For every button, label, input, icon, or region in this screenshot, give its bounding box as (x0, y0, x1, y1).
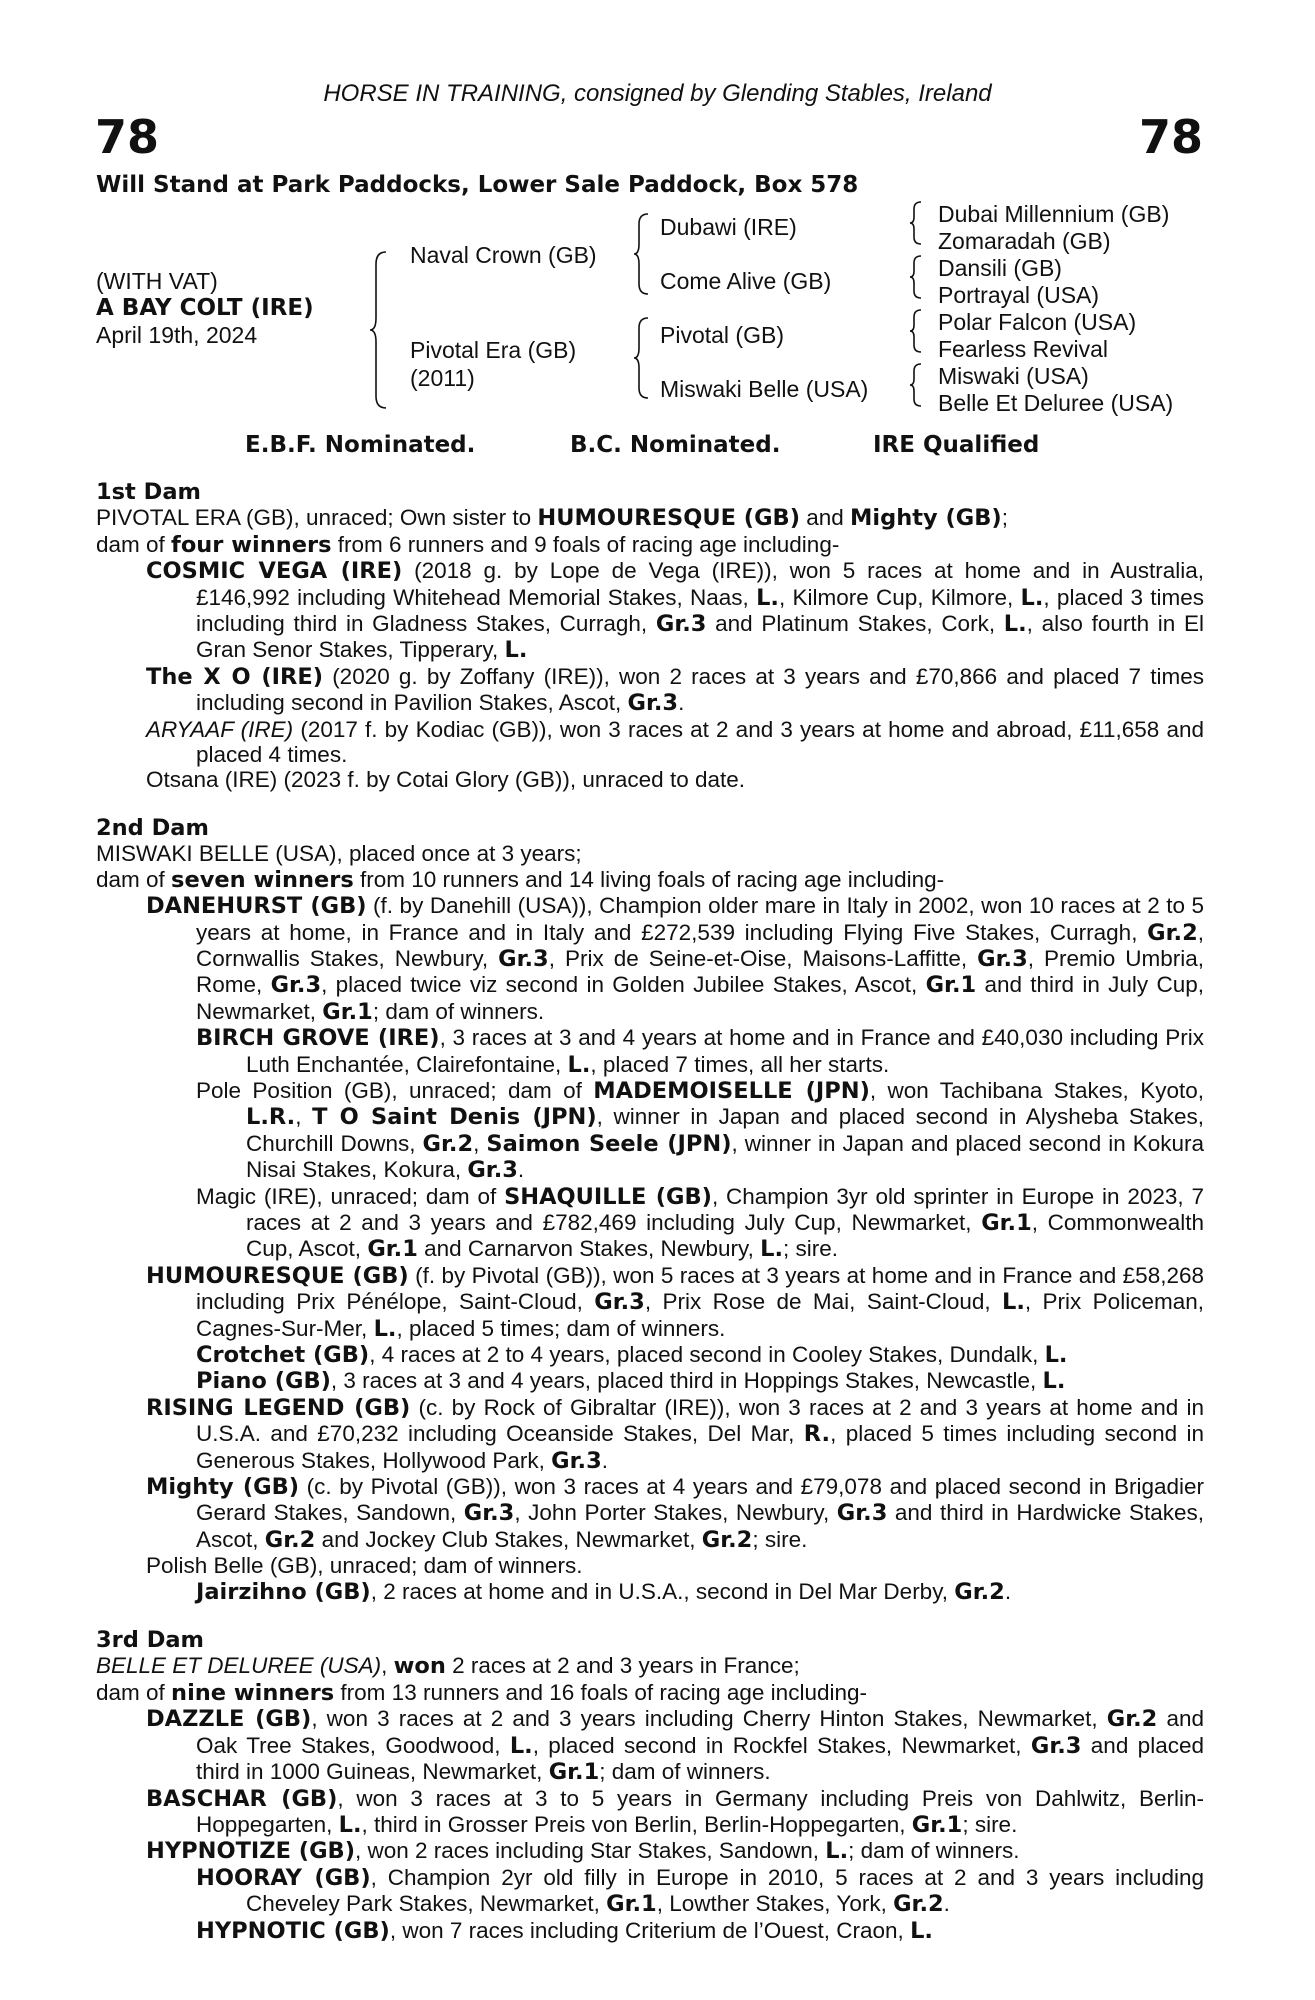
text-run: , winner in Japan and placed second in Kokura Nisai Stakes, Kokura, (246, 1130, 1204, 1183)
text-run: ; dam of winners. (372, 998, 545, 1024)
text-run: , Lowther Stakes, York, (656, 1891, 894, 1917)
sire-dam: Come Alive (GB) (660, 268, 832, 294)
bold-text: Crotchet (GB) (196, 1342, 370, 1368)
pedigree-entry (96, 558, 1204, 664)
bold-text: Gr.1 (911, 1811, 963, 1838)
bold-text: Gr.2 (1147, 919, 1198, 946)
pedigree-brace-horse (368, 250, 390, 410)
pedigree-entry (96, 1865, 1204, 1918)
bold-text: Gr.2 (701, 1526, 753, 1553)
bold-text: L. (509, 1732, 533, 1759)
great-grandparent-3: Dansili (GB) (938, 255, 1062, 281)
text-run: . (517, 1157, 525, 1183)
text-run: , third in Grosser Preis von Berlin, Berlin-Hoppegarten, (361, 1811, 912, 1837)
bold-text: L. (1044, 1342, 1068, 1368)
pedigree-entry (96, 1553, 1204, 1578)
bold-text: Gr.3 (551, 1447, 602, 1474)
dam-history (96, 480, 1204, 1944)
text-run: and third in July Cup, Newmarket, (196, 972, 1204, 1024)
bold-text: Gr.1 (548, 1759, 600, 1786)
text-run: , Cornwallis Stakes, Newbury, (196, 919, 1204, 971)
text-run: Otsana (IRE) (2023 f. by Cotai Glory (GB)), unraced to date. (146, 767, 745, 793)
text-run: , Champion 2yr old filly in Europe in 2010, 5 races at 2 and 3 years including Cheveley Park Stakes, Newmarket, (246, 1864, 1204, 1917)
text-run: , (473, 1130, 487, 1156)
sire: Naval Crown (GB) (410, 242, 597, 268)
dam-dam: Miswaki Belle (USA) (660, 376, 869, 402)
bold-text: Gr.3 (498, 945, 549, 972)
text-run: PIVOTAL ERA (GB), unraced; Own sister to (96, 505, 538, 531)
text-run: ; dam of winners. (848, 1838, 1020, 1864)
text-run: , Prix de Seine-et-Oise, Maisons-Laffitte, (548, 945, 978, 971)
text-run: from 13 runners and 16 foals of racing age including- (334, 1679, 867, 1705)
bold-text: HYPNOTIZE (GB) (146, 1838, 355, 1865)
italic-text: ARYAAF (IRE) (146, 716, 294, 742)
great-grandparent-6: Fearless Revival (938, 336, 1108, 362)
text-run: , 4 races at 2 to 4 years, placed second in Cooley Stakes, Dundalk, (369, 1342, 1045, 1367)
text-run: MISWAKI BELLE (USA), placed once at 3 years; (96, 841, 582, 867)
bold-text: COSMIC VEGA (IRE) (146, 558, 403, 585)
bold-text: L. (1020, 584, 1044, 611)
text-run: , won 3 races at 3 to 5 years in Germany including Preis von Dahlwitz, Berlin-Hoppegarten, (196, 1785, 1204, 1837)
bold-text: MADEMOISELLE (JPN) (593, 1077, 870, 1104)
text-run: Polish Belle (GB), unraced; dam of winners. (146, 1553, 583, 1579)
pedigree-entry (96, 532, 1204, 558)
text-run: , placed twice viz second in Golden Jubilee Stakes, Ascot, (321, 972, 926, 998)
bold-text: Gr.2 (264, 1526, 316, 1553)
horse-name: A BAY COLT (IRE) (96, 295, 314, 321)
text-run: and Jockey Club Stakes, Newmarket, (315, 1526, 702, 1552)
bold-text: L. (910, 1917, 933, 1944)
bold-text: L. (825, 1838, 849, 1865)
text-run: , also fourth in El Gran Senor Stakes, Tipperary, (196, 611, 1204, 663)
pedigree-entry (96, 841, 1204, 866)
bold-text: Gr.1 (367, 1236, 418, 1263)
dam-sire: Pivotal (GB) (660, 322, 784, 348)
text-run: and placed third in 1000 Guineas, Newmarket, (196, 1732, 1204, 1785)
pedigree-brace-gg3 (908, 308, 924, 354)
bold-text: L. (373, 1315, 397, 1342)
great-grandparent-2: Zomaradah (GB) (938, 228, 1111, 254)
great-grandparent-8: Belle Et Deluree (USA) (938, 390, 1174, 416)
text-run: and Platinum Stakes, Cork, (706, 611, 1004, 637)
pedigree-entry (96, 664, 1204, 717)
sire-sire: Dubawi (IRE) (660, 214, 797, 240)
text-run: from 6 runners and 9 foals of racing age including- (331, 531, 840, 557)
bold-text: L.R. (246, 1104, 296, 1131)
bold-text: HUMOURESQUE (GB) (537, 505, 800, 532)
text-run: , placed 5 times including second in Generous Stakes, Hollywood Park, (196, 1421, 1204, 1473)
text-run: , Kilmore Cup, Kilmore, (778, 584, 1021, 610)
bold-text: nine winners (171, 1679, 335, 1706)
text-run: , Commonwealth Cup, Ascot, (246, 1209, 1204, 1262)
text-run: , won 3 races at 2 and 3 years including Cherry Hinton Stakes, Newmarket, (311, 1706, 1107, 1732)
section-heading: 1st Dam (96, 479, 201, 505)
pedigree-entry (96, 1474, 1204, 1553)
text-run: and third in Hardwicke Stakes, Ascot, (196, 1500, 1204, 1552)
text-run: , Prix Rose de Mai, Saint-Cloud, (644, 1289, 1003, 1315)
text-run: , (295, 1104, 313, 1130)
text-run: , placed 7 times, all her starts. (590, 1051, 890, 1077)
text-run: 2 races at 2 and 3 years in France; (445, 1653, 800, 1679)
text-run: from 10 runners and 14 living foals of racing age including- (353, 866, 945, 892)
dam-year: (2011) (410, 365, 475, 391)
great-grandparent-1: Dubai Millennium (GB) (938, 201, 1170, 227)
bold-text: Gr.3 (270, 972, 322, 999)
text-run: ; sire. (962, 1811, 1018, 1837)
pedigree-brace-gg2 (908, 254, 924, 300)
text-run: , placed second in Rockfel Stakes, Newmarket, (532, 1732, 1031, 1758)
text-run: , 2 races at home and in U.S.A., second in Del Mar Derby, (370, 1578, 955, 1604)
text-run: and (799, 505, 851, 531)
text-run: . (601, 1447, 608, 1473)
bold-text: Saimon Seele (JPN) (486, 1130, 732, 1157)
pedigree-entry (96, 893, 1204, 1025)
text-run: , Prix Policeman, Cagnes-Sur-Mer, (196, 1289, 1204, 1341)
pedigree-entry (96, 1078, 1204, 1184)
pedigree-brace-dam (632, 316, 652, 400)
pedigree-brace-sire (632, 212, 652, 296)
great-grandparent-7: Miswaki (USA) (938, 363, 1089, 389)
text-run: and Oak Tree Stakes, Goodwood, (196, 1706, 1204, 1758)
text-run: (2017 f. by Kodiac (GB)), won 3 races at 2 and 3 years at home and abroad, £11,658 and placed 4 times. (196, 716, 1204, 768)
pedigree-entry (96, 1786, 1204, 1839)
text-run: and Carnarvon Stakes, Newbury, (417, 1236, 761, 1262)
text-run: ; dam of winners. (599, 1759, 771, 1785)
pedigree-entry (96, 867, 1204, 893)
text-run: , placed 5 times; dam of winners. (396, 1315, 726, 1341)
bold-text: L. (567, 1051, 591, 1078)
text-run: (c. by Rock of Gibraltar (IRE)), won 3 races at 2 and 3 years at home and in U.S.A. and £70,232 including Oceanside Stakes, Del Mar, (196, 1394, 1204, 1447)
bold-text: seven winners (171, 866, 354, 893)
bold-text: Jairzihno (GB) (196, 1578, 371, 1605)
bold-text: L. (756, 584, 779, 611)
bold-text: L. (1042, 1368, 1066, 1395)
bold-text: T O Saint Denis (JPN) (312, 1104, 597, 1131)
bold-text: Gr.1 (925, 972, 977, 999)
bold-text: BASCHAR (GB) (146, 1785, 338, 1812)
bold-text: Gr.3 (627, 690, 679, 717)
pedigree-entry (96, 1838, 1204, 1864)
pedigree-brace-gg4 (908, 362, 924, 408)
text-run: , (381, 1653, 394, 1679)
section-heading: 2nd Dam (96, 814, 209, 841)
bold-text: L. (1003, 611, 1027, 638)
vat-note: (WITH VAT) (96, 268, 218, 294)
bold-text: HYPNOTIC (GB) (196, 1917, 390, 1944)
pedigree-entry (96, 767, 1204, 792)
bold-text: RISING LEGEND (GB) (146, 1394, 411, 1421)
bold-text: HUMOURESQUE (GB) (146, 1262, 409, 1289)
text-run: , winner in Japan and placed second in Alysheba Stakes, Churchill Downs, (246, 1104, 1204, 1156)
pedigree-entry (96, 1342, 1204, 1368)
text-run: , 3 races at 3 and 4 years at home and in France and £40,030 including Prix Luth Enchantée, Clairefontaine, (246, 1025, 1205, 1077)
text-run: . (943, 1891, 950, 1917)
text-run: , 3 races at 3 and 4 years, placed third in Hoppings Stakes, Newcastle, (330, 1368, 1043, 1394)
text-run: dam of (96, 531, 172, 557)
pedigree-entry (96, 505, 1204, 531)
pedigree-entry (96, 1680, 1204, 1706)
text-run: . (1004, 1578, 1012, 1604)
bold-text: Gr.1 (606, 1891, 657, 1918)
bold-text: Gr.3 (594, 1289, 645, 1316)
pedigree-entry (96, 1918, 1204, 1944)
text-run: ; sire. (752, 1526, 808, 1552)
text-run: , won 7 races including Criterium de l’Ouest, Craon, (389, 1917, 911, 1943)
pedigree-entry (96, 1706, 1204, 1785)
dam: Pivotal Era (GB) (410, 337, 577, 363)
bold-text: Gr.2 (422, 1130, 474, 1157)
horse-dob: April 19th, 2024 (96, 322, 258, 348)
bold-text: R. (803, 1421, 831, 1448)
text-run: dam of (96, 866, 172, 892)
text-run: , placed 3 times including third in Gladness Stakes, Curragh, (196, 584, 1204, 637)
bold-text: Mighty (GB) (850, 505, 1002, 532)
text-run: (2018 g. by Lope de Vega (IRE)), won 5 races at home and in Australia, £146,992 including Whitehead Memorial Stakes, Naas, (196, 558, 1204, 610)
bold-text: L. (760, 1236, 784, 1263)
text-run: , John Porter Stakes, Newbury, (514, 1500, 837, 1526)
bold-text: L. (338, 1811, 362, 1838)
pedigree-entry (96, 1184, 1204, 1263)
bold-text: Gr.1 (981, 1209, 1032, 1236)
text-run: , Premio Umbria, Rome, (196, 945, 1204, 998)
text-run: ; sire. (783, 1236, 839, 1262)
pedigree-brace-gg1 (908, 200, 924, 246)
text-run: ; (1001, 505, 1008, 531)
text-run: . (678, 690, 685, 716)
text-run: dam of (96, 1679, 172, 1705)
section-heading: 3rd Dam (96, 1627, 204, 1654)
pedigree-entry (96, 1395, 1204, 1474)
catalogue-header: HORSE IN TRAINING, consigned by Glending Stables, Ireland (323, 80, 992, 107)
text-run: (f. by Danehill (USA)), Champion older mare in Italy in 2002, won 10 races at 2 to 5 years at home, in France and in Italy and £272,539 including Flying Five Stakes, Curragh, (196, 893, 1204, 945)
bold-text: four winners (171, 531, 332, 558)
bold-text: Piano (GB) (196, 1368, 331, 1395)
text-run: (2020 g. by Zoffany (IRE)), won 2 races at 3 years and £70,866 and placed 7 times including second in Pavilion Stakes, Ascot, (196, 663, 1205, 716)
bold-text: Gr.2 (1106, 1706, 1158, 1733)
bold-text: DANEHURST (GB) (146, 893, 367, 920)
bold-text: Gr.2 (893, 1891, 944, 1918)
bold-text: Gr.1 (322, 998, 373, 1025)
bold-text: L. (1002, 1289, 1025, 1316)
bold-text: Gr.2 (954, 1578, 1005, 1605)
bold-text: Gr.3 (977, 945, 1028, 972)
text-run: (f. by Pivotal (GB)), won 5 races at 3 years at home and in France and £58,268 including Prix Pénélope, Saint-Cloud, (196, 1262, 1204, 1315)
pedigree-entry (96, 717, 1204, 768)
stable-location: Will Stand at Park Paddocks, Lower Sale Paddock, Box 578 (96, 172, 859, 198)
bold-text: Gr.3 (467, 1157, 518, 1184)
text-run: , won Tachibana Stakes, Kyoto, (869, 1077, 1204, 1103)
bold-text: Gr.3 (1030, 1732, 1082, 1759)
bold-text: The X O (IRE) (146, 663, 324, 690)
bold-text: Mighty (GB) (146, 1474, 300, 1501)
bold-text: Gr.3 (463, 1500, 515, 1527)
ire-qualified: IRE Qualified (873, 432, 1040, 458)
pedigree-entry (96, 1653, 1204, 1679)
bold-text: Gr.3 (836, 1500, 888, 1527)
text-run: Pole Position (GB), unraced; dam of (196, 1077, 594, 1103)
great-grandparent-5: Polar Falcon (USA) (938, 309, 1137, 335)
bold-text: won (393, 1653, 446, 1680)
bold-text: HOORAY (GB) (196, 1864, 371, 1891)
great-grandparent-4: Portrayal (USA) (938, 282, 1100, 308)
bold-text: L. (504, 637, 528, 664)
bc-nominated: B.C. Nominated. (570, 432, 781, 458)
text-run: , won 2 races including Star Stakes, Sandown, (355, 1838, 826, 1864)
text-run: , Champion 3yr old sprinter in Europe in 2023, 7 races at 2 and 3 years and £782,469 including July Cup, Newmarket, (246, 1183, 1204, 1235)
pedigree-entry (96, 1579, 1204, 1605)
bold-text: Gr.3 (655, 611, 707, 638)
pedigree-entry (96, 1263, 1204, 1342)
pedigree-entry (96, 1025, 1204, 1078)
bold-text: BIRCH GROVE (IRE) (196, 1025, 440, 1052)
bold-text: DAZZLE (GB) (146, 1706, 312, 1733)
lot-number-left: 78 (95, 110, 160, 164)
bold-text: SHAQUILLE (GB) (504, 1183, 712, 1210)
text-run: (c. by Pivotal (GB)), won 3 races at 4 years and £79,078 and placed second in Brigadier Gerard Stakes, Sandown, (196, 1474, 1205, 1526)
pedigree-entry (96, 1368, 1204, 1394)
lot-number-right: 78 (1138, 110, 1203, 164)
text-run: Magic (IRE), unraced; dam of (196, 1183, 505, 1209)
ebf-nominated: E.B.F. Nominated. (245, 432, 476, 458)
italic-text: BELLE ET DELUREE (USA) (96, 1653, 382, 1679)
